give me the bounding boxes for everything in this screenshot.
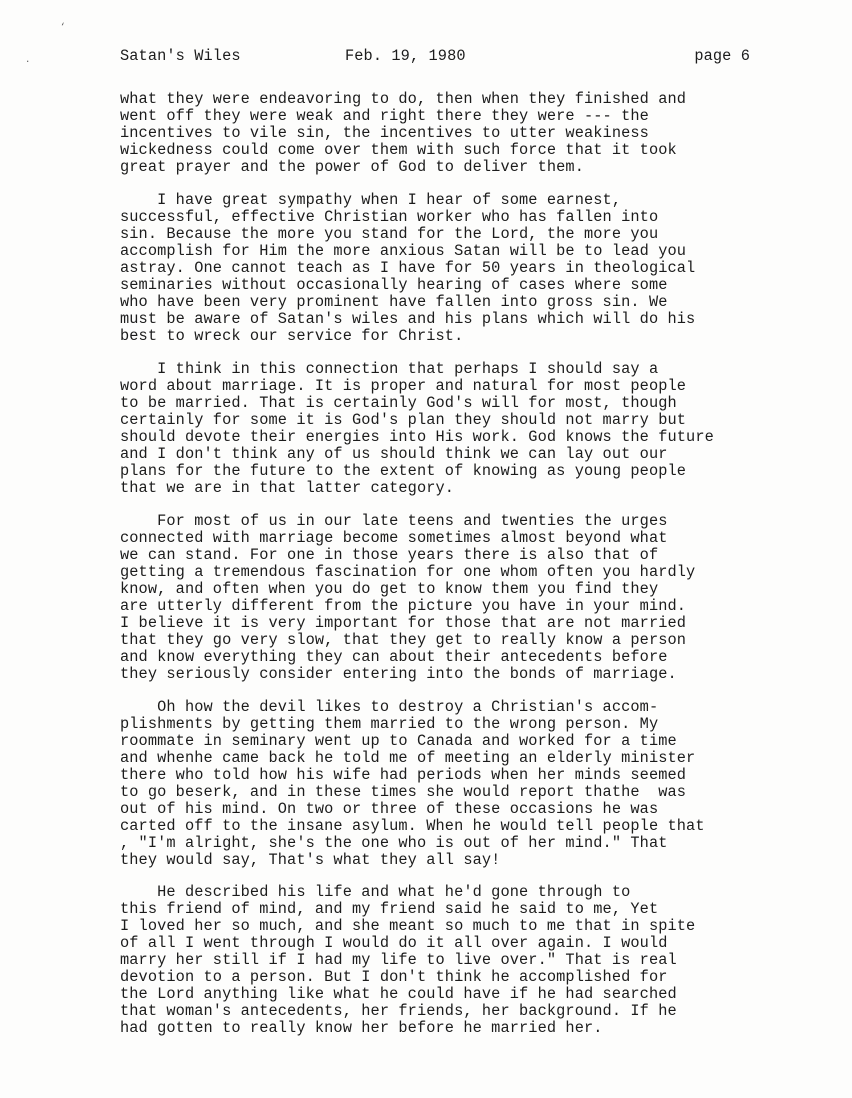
text-line: incentives to vile sin, the incentives to utter weakiness <box>120 124 649 142</box>
text-line: are utterly different from the picture you have in your mind. <box>120 597 687 615</box>
text-line: that we are in that latter category. <box>120 479 455 497</box>
text-line: connected with marriage become sometimes almost beyond what <box>120 529 668 547</box>
text-line: sin. Because the more you stand for the Lord, the more you <box>120 225 659 243</box>
text-line: and I don't think any of us should think we can lay out our <box>120 445 668 463</box>
text-line: the Lord anything like what he could have if he had searched <box>120 985 677 1003</box>
text-line: best to wreck our service for Christ. <box>120 327 464 345</box>
text-line: had gotten to really know her before he married her. <box>120 1019 603 1037</box>
text-line: what they were endeavoring to do, then when they finished and <box>120 90 687 108</box>
text-line: and know everything they can about their antecedents before <box>120 648 668 666</box>
paragraph <box>120 513 800 683</box>
text-line: For most of us in our late teens and twenties the urges <box>120 512 668 530</box>
text-line: wickedness could come over them with such force that it took <box>120 141 677 159</box>
text-line: He described his life and what he'd gone through to <box>120 883 631 901</box>
text-line: certainly for some it is God's plan they should not marry but <box>120 411 687 429</box>
text-line: of all I went through I would do it all over again. I would <box>120 934 668 952</box>
header-title: Satan's Wiles <box>120 47 241 65</box>
scan-speck: ‘ <box>60 22 66 32</box>
paragraph <box>120 884 800 1037</box>
text-line: they seriously consider entering into the bonds of marriage. <box>120 665 677 683</box>
text-line: I think in this connection that perhaps I should say a <box>120 360 659 378</box>
text-line: I loved her so much, and she meant so much to me that in spite <box>120 917 696 935</box>
header-page-number: page 6 <box>694 47 750 65</box>
text-line: know, and often when you do get to know them you find they <box>120 580 659 598</box>
scan-speck: · <box>25 57 31 67</box>
text-line: astray. One cannot teach as I have for 50 years in theological <box>120 259 696 277</box>
text-line: we can stand. For one in those years there is also that of <box>120 546 659 564</box>
text-line: marry her still if I had my life to live over." That is real <box>120 951 677 969</box>
text-line: I have great sympathy when I hear of some earnest, <box>120 191 622 209</box>
text-line: who have been very prominent have fallen into gross sin. We <box>120 293 668 311</box>
text-line: Oh how the devil likes to destroy a Christian's accom- <box>120 698 659 716</box>
page-header <box>120 47 750 67</box>
text-line: they would say, That's what they all say! <box>120 851 501 869</box>
text-line: out of his mind. On two or three of these occasions he was <box>120 800 659 818</box>
text-line: plans for the future to the extent of knowing as young people <box>120 462 687 480</box>
text-line: getting a tremendous fascination for one whom often you hardly <box>120 563 696 581</box>
text-line: roommate in seminary went up to Canada and worked for a time <box>120 732 677 750</box>
text-line: word about marriage. It is proper and natural for most people <box>120 377 687 395</box>
text-line: went off they were weak and right there they were --- the <box>120 107 649 125</box>
text-line: great prayer and the power of God to deliver them. <box>120 158 584 176</box>
text-line: plishments by getting them married to the wrong person. My <box>120 715 659 733</box>
text-line: that woman's antecedents, her friends, her background. If he <box>120 1002 677 1020</box>
text-line: to be married. That is certainly God's will for most, though <box>120 394 677 412</box>
header-date: Feb. 19, 1980 <box>345 47 466 65</box>
paragraph <box>120 361 800 497</box>
text-line: that they go very slow, that they get to really know a person <box>120 631 687 649</box>
paragraph <box>120 91 800 176</box>
text-line: to go beserk, and in these times she would report thathe was <box>120 783 687 801</box>
text-line: must be aware of Satan's wiles and his plans which will do his <box>120 310 696 328</box>
paragraph <box>120 699 800 869</box>
text-line: successful, effective Christian worker who has fallen into <box>120 208 659 226</box>
text-line: devotion to a person. But I don't think he accomplished for <box>120 968 668 986</box>
text-line: , "I'm alright, she's the one who is out of her mind." That <box>120 834 668 852</box>
text-line: accomplish for Him the more anxious Satan will be to lead you <box>120 242 687 260</box>
paragraph <box>120 192 800 345</box>
text-line: there who told how his wife had periods when her minds seemed <box>120 766 687 784</box>
text-line: and whenhe came back he told me of meeting an elderly minister <box>120 749 696 767</box>
text-line: this friend of mind, and my friend said he said to me, Yet <box>120 900 659 918</box>
text-line: I believe it is very important for those that are not married <box>120 614 687 632</box>
text-line: seminaries without occasionally hearing of cases where some <box>120 276 668 294</box>
text-line: should devote their energies into His work. God knows the future <box>120 428 714 446</box>
text-line: carted off to the insane asylum. When he would tell people that <box>120 817 705 835</box>
